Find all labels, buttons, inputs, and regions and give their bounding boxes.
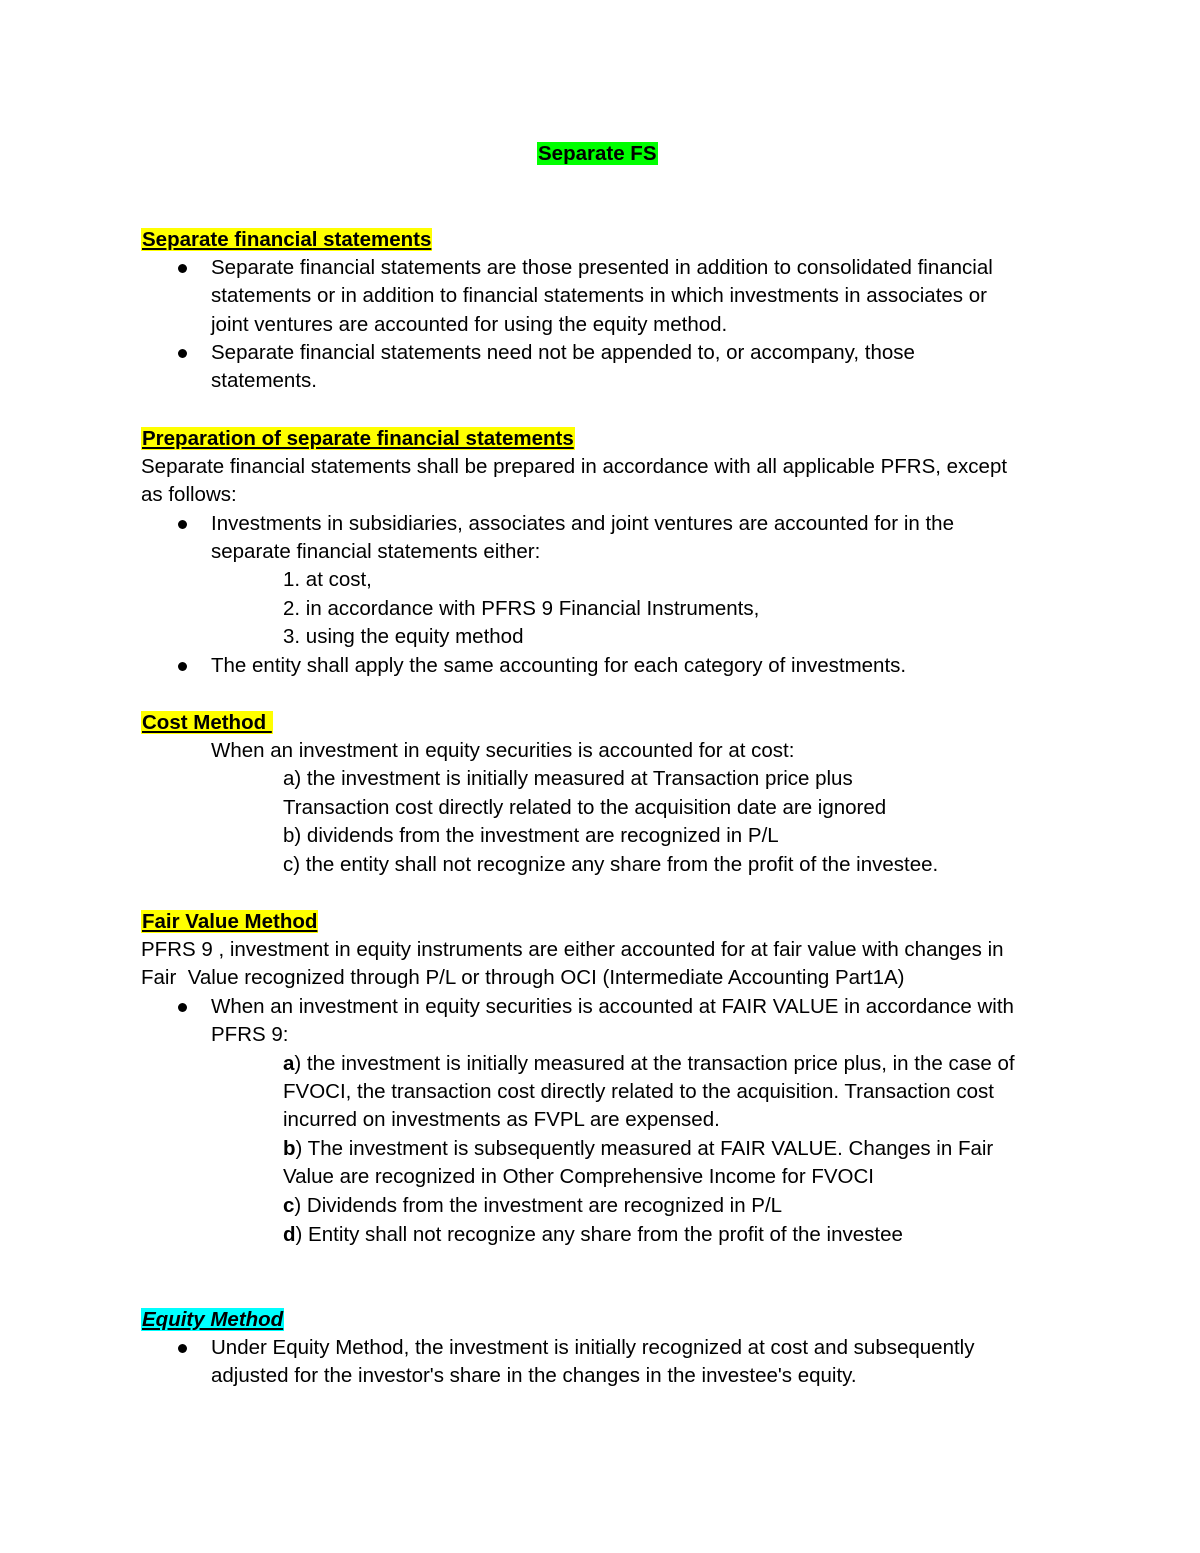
lettered-item	[283, 1050, 1015, 1078]
bullet-icon	[178, 264, 187, 273]
lettered-item	[283, 1192, 782, 1220]
paragraph-line: When an investment in equity securities is accounted for at cost:	[211, 739, 795, 762]
item-text: ) The investment is subsequently measured at FAIR VALUE. Changes in Fair	[295, 1137, 994, 1160]
bullet-icon	[178, 1003, 187, 1012]
heading-text: Fair Value Method	[142, 910, 318, 933]
lettered-item	[283, 1221, 903, 1249]
item-text: ) Dividends from the investment are recognized in P/L	[294, 1194, 783, 1217]
paragraph-line: PFRS 9 , investment in equity instruments are either accounted for at fair value with changes in	[141, 938, 1004, 961]
item-text: ) Entity shall not recognize any share from the profit of the investee	[295, 1223, 903, 1246]
paragraph-line: FVOCI, the transaction cost directly related to the acquisition. Transaction cost	[283, 1080, 995, 1103]
lettered-item	[283, 1135, 993, 1163]
numbered-item: 2. in accordance with PFRS 9 Financial Instruments,	[283, 597, 760, 620]
paragraph-line: joint ventures are accounted for using the equity method.	[211, 313, 728, 336]
section-heading-cost-method	[141, 709, 273, 737]
paragraph-line: Investments in subsidiaries, associates and joint ventures are accounted for in the	[211, 512, 954, 535]
paragraph-line: adjusted for the investor's share in the changes in the investee's equity.	[211, 1364, 857, 1387]
lettered-item: Transaction cost directly related to the acquisition date are ignored	[283, 796, 887, 819]
paragraph-line: Separate financial statements shall be prepared in accordance with all applicable PFRS, except	[141, 455, 1008, 478]
paragraph-line: Separate financial statements are those presented in addition to consolidated financial	[211, 256, 993, 279]
item-letter: a	[283, 1052, 295, 1075]
lettered-item: b) dividends from the investment are recognized in P/L	[283, 824, 779, 847]
item-letter: b	[283, 1137, 296, 1160]
title-text: Separate FS	[538, 142, 657, 165]
paragraph-line: separate financial statements either:	[211, 540, 541, 563]
item-letter: c	[283, 1194, 295, 1217]
heading-text: Preparation of separate financial statements	[142, 427, 574, 450]
paragraph-line: statements.	[211, 369, 317, 392]
heading-text: Equity Method	[142, 1308, 284, 1331]
paragraph-line: Value are recognized in Other Comprehensive Income for FVOCI	[283, 1165, 874, 1188]
lettered-item: a) the investment is initially measured at Transaction price plus	[283, 767, 853, 790]
numbered-item: 1. at cost,	[283, 568, 372, 591]
heading-text: Cost Method	[142, 711, 272, 734]
lettered-item: c) the entity shall not recognize any share from the profit of the investee.	[283, 853, 939, 876]
paragraph-line: Fair Value recognized through P/L or through OCI (Intermediate Accounting Part1A)	[141, 966, 905, 989]
paragraph-line: Separate financial statements need not be appended to, or accompany, those	[211, 341, 915, 364]
heading-text: Separate financial statements	[142, 228, 432, 251]
paragraph-line: incurred on investments as FVPL are expensed.	[283, 1108, 720, 1131]
bullet-icon	[178, 1344, 187, 1353]
bullet-icon	[178, 349, 187, 358]
paragraph-line: When an investment in equity securities is accounted at FAIR VALUE in accordance with	[211, 995, 1014, 1018]
paragraph-line: The entity shall apply the same accounting for each category of investments.	[211, 654, 907, 677]
bullet-icon	[178, 520, 187, 529]
section-heading-equity-method	[141, 1306, 284, 1334]
section-heading-separate-fs	[141, 226, 432, 254]
numbered-item: 3. using the equity method	[283, 625, 524, 648]
section-heading-fair-value	[141, 908, 318, 936]
paragraph-line: statements or in addition to financial statements in which investments in associates or	[211, 284, 987, 307]
item-letter: d	[283, 1223, 296, 1246]
document-title	[537, 140, 658, 168]
section-heading-preparation	[141, 425, 575, 453]
paragraph-line: Under Equity Method, the investment is initially recognized at cost and subsequently	[211, 1336, 975, 1359]
paragraph-line: PFRS 9:	[211, 1023, 289, 1046]
bullet-icon	[178, 662, 187, 671]
item-text: ) the investment is initially measured at the transaction price plus, in the case of	[294, 1052, 1015, 1075]
paragraph-line: as follows:	[141, 483, 237, 506]
